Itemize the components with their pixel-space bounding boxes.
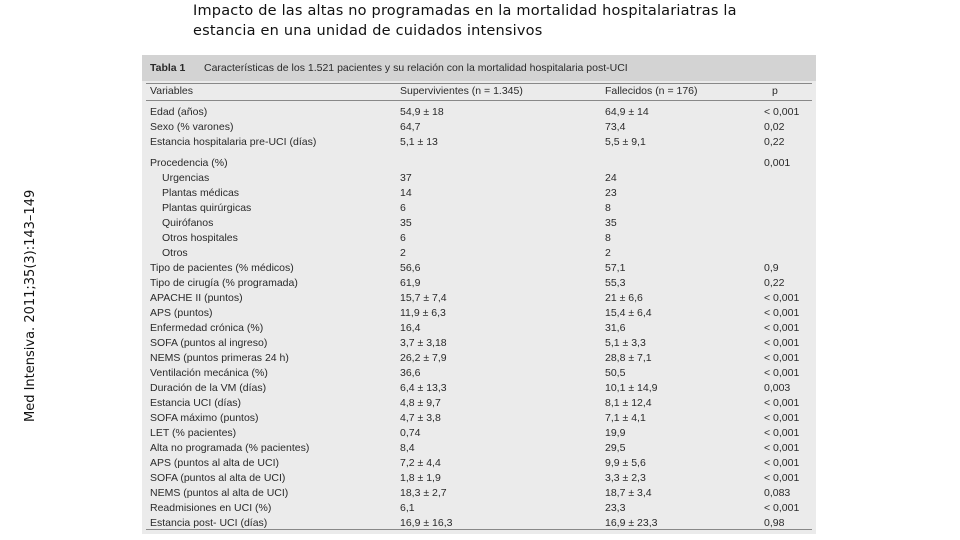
cell-survivors: 26,2 ± 7,9 [400, 352, 447, 364]
table-row [142, 120, 816, 135]
header-variables: Variables [150, 85, 193, 97]
cell-p-value: 0,083 [764, 487, 791, 499]
cell-variable: Plantas médicas [162, 187, 240, 199]
cell-survivors: 54,9 ± 18 [400, 106, 444, 118]
cell-deceased: 21 ± 6,6 [605, 292, 643, 304]
table-row [142, 216, 816, 231]
cell-deceased: 7,1 ± 4,1 [605, 412, 646, 424]
cell-survivors: 5,1 ± 13 [400, 136, 438, 148]
cell-p-value: < 0,001 [764, 106, 800, 118]
table-row [142, 471, 816, 486]
table-row [142, 426, 816, 441]
cell-survivors: 16,4 [400, 322, 421, 334]
cell-deceased: 23,3 [605, 502, 626, 514]
cell-survivors: 4,8 ± 9,7 [400, 397, 441, 409]
cell-deceased: 5,5 ± 9,1 [605, 136, 646, 148]
cell-deceased: 18,7 ± 3,4 [605, 487, 652, 499]
cell-survivors: 2 [400, 247, 406, 259]
table-row [142, 231, 816, 246]
cell-deceased: 8 [605, 232, 611, 244]
cell-survivors: 37 [400, 172, 412, 184]
header-survivors: Supervivientes (n = 1.345) [400, 85, 523, 97]
cell-variable: Alta no programada (% pacientes) [150, 442, 310, 454]
table-row [142, 306, 816, 321]
cell-deceased: 16,9 ± 23,3 [605, 517, 658, 529]
cell-survivors: 61,9 [400, 277, 421, 289]
cell-survivors: 35 [400, 217, 412, 229]
cell-deceased: 28,8 ± 7,1 [605, 352, 652, 364]
table-row [142, 381, 816, 396]
table-row [142, 105, 816, 120]
cell-p-value: 0,98 [764, 517, 785, 529]
cell-p-value: < 0,001 [764, 457, 800, 469]
cell-deceased: 8 [605, 202, 611, 214]
cell-survivors: 0,74 [400, 427, 421, 439]
cell-deceased: 73,4 [605, 121, 626, 133]
cell-survivors: 8,4 [400, 442, 415, 454]
table-caption [142, 55, 816, 81]
cell-variable: Edad (años) [150, 106, 208, 118]
cell-survivors: 18,3 ± 2,7 [400, 487, 447, 499]
cell-deceased: 57,1 [605, 262, 626, 274]
cell-p-value: < 0,001 [764, 472, 800, 484]
cell-variable: APS (puntos) [150, 307, 213, 319]
cell-variable: Quirófanos [162, 217, 214, 229]
slide-title-line-1: Impacto de las altas no programadas en la mortalidad hospitalariatras la [193, 3, 737, 19]
cell-variable: Estancia post- UCI (días) [150, 517, 268, 529]
cell-variable: Ventilación mecánica (%) [150, 367, 268, 379]
table-row [142, 186, 816, 201]
table-caption-text: Características de los 1.521 pacientes y su relación con la mortalidad hospitalaria post-UCI [204, 62, 628, 74]
cell-variable: Sexo (% varones) [150, 121, 234, 133]
cell-deceased: 15,4 ± 6,4 [605, 307, 652, 319]
cell-deceased: 64,9 ± 14 [605, 106, 649, 118]
cell-p-value: < 0,001 [764, 502, 800, 514]
table-row [142, 396, 816, 411]
cell-deceased: 55,3 [605, 277, 626, 289]
cell-variable: Readmisiones en UCI (%) [150, 502, 272, 514]
journal-citation: Med Intensiva. 2011;35(3):143–149 [23, 189, 38, 422]
cell-p-value: < 0,001 [764, 292, 800, 304]
cell-survivors: 14 [400, 187, 412, 199]
cell-variable: Duración de la VM (días) [150, 382, 267, 394]
cell-deceased: 31,6 [605, 322, 626, 334]
cell-survivors: 1,8 ± 1,9 [400, 472, 441, 484]
cell-p-value: < 0,001 [764, 442, 800, 454]
cell-p-value: 0,9 [764, 262, 779, 274]
table-row [142, 336, 816, 351]
cell-variable: SOFA máximo (puntos) [150, 412, 259, 424]
table-row [142, 156, 816, 171]
table-row [142, 276, 816, 291]
table-row [142, 246, 816, 261]
cell-survivors: 36,6 [400, 367, 421, 379]
cell-variable: Otros [162, 247, 188, 259]
table-row [142, 351, 816, 366]
table-row [142, 501, 816, 516]
table-caption-label: Tabla 1 [150, 62, 186, 74]
cell-p-value: < 0,001 [764, 412, 800, 424]
cell-variable: NEMS (puntos al alta de UCI) [150, 487, 289, 499]
header-deceased: Fallecidos (n = 176) [605, 85, 698, 97]
table-row [142, 291, 816, 306]
cell-survivors: 11,9 ± 6,3 [400, 307, 446, 319]
cell-deceased: 5,1 ± 3,3 [605, 337, 646, 349]
table-bottom-rule [146, 529, 812, 530]
cell-variable: Plantas quirúrgicas [162, 202, 252, 214]
table-row [142, 201, 816, 216]
cell-variable: Estancia UCI (días) [150, 397, 242, 409]
cell-deceased: 35 [605, 217, 617, 229]
table-row [142, 171, 816, 186]
slide-title-line-2: estancia en una unidad de cuidados intensivos [193, 23, 543, 39]
cell-p-value: < 0,001 [764, 367, 800, 379]
cell-deceased: 9,9 ± 5,6 [605, 457, 646, 469]
cell-variable: LET (% pacientes) [150, 427, 237, 439]
table-row [142, 261, 816, 276]
slide-title [193, 1, 833, 41]
cell-survivors: 6,1 [400, 502, 415, 514]
cell-deceased: 23 [605, 187, 617, 199]
results-table [142, 55, 816, 534]
cell-deceased: 10,1 ± 14,9 [605, 382, 658, 394]
cell-deceased: 8,1 ± 12,4 [605, 397, 652, 409]
cell-survivors: 7,2 ± 4,4 [400, 457, 441, 469]
cell-p-value: < 0,001 [764, 307, 800, 319]
cell-survivors: 6 [400, 202, 406, 214]
table-row [142, 441, 816, 456]
table-row [142, 486, 816, 501]
table-row [142, 366, 816, 381]
cell-p-value: 0,003 [764, 382, 791, 394]
cell-deceased: 29,5 [605, 442, 626, 454]
table-row [142, 321, 816, 336]
table-row [142, 135, 816, 150]
cell-p-value: 0,02 [764, 121, 785, 133]
cell-p-value: < 0,001 [764, 397, 800, 409]
table-row [142, 456, 816, 471]
cell-variable: Urgencias [162, 172, 210, 184]
cell-variable: Otros hospitales [162, 232, 238, 244]
cell-deceased: 19,9 [605, 427, 626, 439]
cell-survivors: 6,4 ± 13,3 [400, 382, 447, 394]
cell-survivors: 3,7 ± 3,18 [400, 337, 447, 349]
cell-survivors: 64,7 [400, 121, 421, 133]
cell-deceased: 50,5 [605, 367, 626, 379]
cell-p-value: < 0,001 [764, 322, 800, 334]
cell-deceased: 24 [605, 172, 617, 184]
cell-survivors: 15,7 ± 7,4 [400, 292, 447, 304]
cell-variable: SOFA (puntos al alta de UCI) [150, 472, 286, 484]
header-p: p [772, 85, 778, 97]
cell-p-value: < 0,001 [764, 427, 800, 439]
cell-survivors: 16,9 ± 16,3 [400, 517, 453, 529]
cell-variable: APS (puntos al alta de UCI) [150, 457, 279, 469]
cell-p-value: 0,22 [764, 136, 785, 148]
cell-variable: Estancia hospitalaria pre-UCI (días) [150, 136, 317, 148]
cell-variable: Enfermedad crónica (%) [150, 322, 264, 334]
cell-variable: Procedencia (%) [150, 157, 228, 169]
cell-p-value: < 0,001 [764, 337, 800, 349]
cell-survivors: 56,6 [400, 262, 421, 274]
cell-variable: APACHE II (puntos) [150, 292, 243, 304]
cell-variable: SOFA (puntos al ingreso) [150, 337, 268, 349]
cell-survivors: 6 [400, 232, 406, 244]
cell-p-value: 0,001 [764, 157, 791, 169]
cell-p-value: < 0,001 [764, 352, 800, 364]
cell-p-value: 0,22 [764, 277, 785, 289]
cell-variable: NEMS (puntos primeras 24 h) [150, 352, 289, 364]
cell-variable: Tipo de cirugía (% programada) [150, 277, 298, 289]
header-bottom-rule [146, 100, 812, 101]
cell-deceased: 3,3 ± 2,3 [605, 472, 646, 484]
table-row [142, 411, 816, 426]
cell-deceased: 2 [605, 247, 611, 259]
cell-variable: Tipo de pacientes (% médicos) [150, 262, 294, 274]
cell-survivors: 4,7 ± 3,8 [400, 412, 441, 424]
